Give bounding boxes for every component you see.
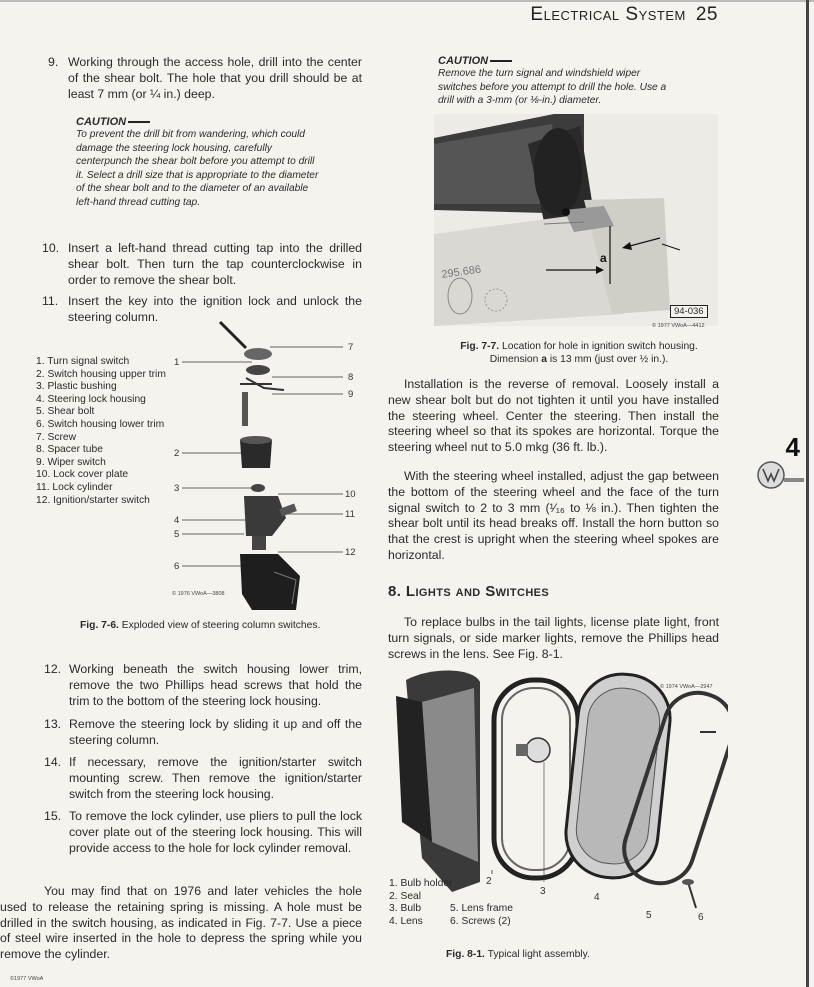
callout-2: 2 [486, 876, 492, 887]
legend-item: 4. Steering lock housing [36, 393, 146, 405]
step-text: Remove the steering lock by sliding it up and off the steering column. [69, 717, 362, 747]
caution-text: To prevent the drill bit from wandering, which could damage the steering lock housing, carefully centerpunch the shear bolt before you attempt to drill it. Select a drill size that is appropriate to the diameter of the shear bolt and to the diameter of an available left-hand thread cutting tap. [76, 129, 319, 208]
caution-heading: CAUTION [76, 116, 322, 128]
legend-item: 9. Wiper switch [36, 456, 106, 468]
legend-item: 2. Switch housing upper trim [36, 368, 166, 380]
footer-copyright: ©1977 VWoA [10, 976, 44, 982]
legend-item: 6. Switch housing lower trim [36, 418, 165, 430]
legend-item: 2. Seal [389, 890, 422, 902]
callout-8: 8 [348, 372, 354, 383]
callout-6: 6 [698, 912, 704, 923]
step-10 [42, 240, 362, 288]
caption-text: Location for hole in ignition switch housing. Dimension [489, 341, 698, 365]
legend-item: 4. Lens [389, 915, 423, 927]
callout-3: 3 [540, 886, 546, 897]
callout-10: 10 [345, 489, 356, 500]
callout-12: 12 [345, 547, 356, 558]
callout-9: 9 [348, 389, 354, 400]
dimension-a-label: a [600, 251, 607, 265]
fig-7-6-copyright: © 1976 VWoA—3808 [172, 591, 225, 597]
legend-item: 3. Plastic bushing [36, 381, 117, 393]
step-13 [44, 716, 362, 748]
step-12 [44, 661, 362, 709]
fig-8-1-caption [446, 948, 590, 961]
caption-label: Fig. 8-1. [446, 949, 485, 960]
caution-box-2 [438, 55, 682, 108]
step-text: Working beneath the switch housing lower trim, remove the two Phillips head screws that hold the trim to the bottom of the steering lock housing. [69, 662, 362, 708]
caption-text: is 13 mm (just over ½ in.). [549, 354, 669, 365]
step-number: 9. [48, 55, 59, 69]
page-header [530, 4, 718, 26]
callout-7: 7 [348, 342, 354, 353]
step-text: Working through the access hole, drill into the center of the shear bolt. The hole that you drill should be at least 7 mm (or ¼ in.) deep. [68, 55, 362, 101]
caution-heading: CAUTION [438, 55, 682, 67]
section-heading: 8. Lights and Switches [388, 583, 550, 600]
callout-5: 5 [174, 529, 180, 540]
housing-stamp: 295.686 [440, 263, 482, 281]
paragraph-missing-hole: You may find that on 1976 and later vehicles the hole used to release the retaining spring is missing. A hole must be drilled in the switch housing, as indicated in Fig. 7-7. Use a piece of steel wire inserted in the hole to depress the spring while you remove the cylinder. [0, 884, 362, 962]
legend-item: 8. Spacer tube [36, 444, 103, 456]
step-text: If necessary, remove the ignition/starter switch mounting screw. Then remove the ignition/starter switch from the steering lock housing. [69, 755, 362, 801]
legend-item: 10. Lock cover plate [36, 469, 129, 481]
step-number: 11. [42, 294, 59, 308]
fig-7-7-photo [434, 114, 718, 326]
callout-4: 4 [594, 892, 600, 903]
paragraph-replace-bulbs: To replace bulbs in the tail lights, license plate light, front turn signals, or side marker lights, remove the Phillips head screws in the lens. See Fig. 8-1. [388, 615, 719, 661]
fig-7-7-id-box: 94-036 [670, 305, 708, 318]
legend-item: 5. Shear bolt [36, 406, 95, 418]
paragraph-installation: Installation is the reverse of removal. Loosely install a new shear bolt but do not tighten it until you have installed the steering wheel. Center the steering. Then install the steering wheel so that its spokes are horizontal. Torque the steering wheel nut to 5.0 mkg (36 ft. lb.). [388, 377, 719, 455]
step-14 [44, 754, 362, 802]
paragraph-adjust-gap: With the steering wheel installed, adjust the gap between the bottom of the steering wheel and the face of the turn signal switch to 2 to 3 mm (¹⁄₁₆ to ⅛ in.). Then tighten the shear bolt until its head breaks off. Install the horn button so that the crest is upright when the steering wheel spokes are horizontal. [388, 469, 719, 562]
caution-box-1 [76, 116, 322, 209]
legend-item: 12. Ignition/starter switch [36, 494, 150, 506]
step-9 [48, 54, 362, 102]
fig-8-1-legend-col2 [450, 903, 513, 928]
step-number: 14. [44, 755, 62, 769]
fig-7-6-drawing [160, 318, 370, 618]
step-number: 13. [44, 717, 62, 731]
step-text: Insert a left-hand thread cutting tap into the drilled shear bolt. Then turn the tap counterclockwise in order to remove the shear bolt. [68, 241, 362, 287]
page-number: 25 [695, 4, 718, 25]
caption-text: Exploded view of steering column switches. [121, 620, 321, 631]
legend-item: 1. Bulb holder [389, 878, 453, 889]
caption-text: Typical light assembly. [487, 949, 590, 960]
callout-3: 3 [174, 483, 180, 494]
legend-item: 1. Turn signal switch [36, 356, 130, 367]
callout-2: 2 [174, 448, 180, 459]
callout-4: 4 [174, 515, 180, 526]
step-text: To remove the lock cylinder, use pliers to pull the lock cover plate out of the steering lock housing. This will provide access to the hole for lock cylinder removal. [69, 809, 362, 855]
step-text: Insert the key into the ignition lock and unlock the steering column. [68, 294, 362, 324]
chapter-title: Electrical System [530, 4, 686, 25]
fig-8-1-copyright: © 1974 VWoA—2947 [660, 684, 713, 690]
fig-7-7-caption [438, 340, 720, 366]
fig-8-1-legend-col1 [389, 878, 453, 928]
step-15 [44, 808, 362, 856]
caution-text: Remove the turn signal and windshield wiper switches before you attempt to drill the hole. Use a drill with a 3-mm (or ⅛-in.) diameter. [438, 68, 667, 106]
step-number: 10. [42, 241, 60, 255]
fig-7-7-copyright: © 1977 VWoA—4412 [652, 323, 705, 329]
fig-7-6-legend [36, 356, 166, 507]
legend-item: 3. Bulb [389, 903, 422, 915]
caption-bold: a [541, 354, 547, 365]
page-top-edge [0, 0, 814, 2]
legend-item: 7. Screw [36, 431, 77, 443]
step-number: 15. [44, 809, 62, 823]
legend-item: 11. Lock cylinder [36, 481, 113, 493]
callout-1: 1 [174, 357, 180, 368]
vw-logo-badge [756, 460, 806, 490]
page-right-edge [806, 0, 809, 987]
step-number: 12. [44, 662, 62, 676]
fig-7-6-caption [80, 619, 320, 632]
callout-6: 6 [174, 561, 180, 572]
caption-label: Fig. 7-6. [80, 620, 119, 631]
legend-item: 5. Lens frame [450, 903, 513, 914]
callout-5: 5 [646, 910, 652, 921]
caption-label: Fig. 7-7. [460, 341, 500, 352]
chapter-tab-number: 4 [785, 432, 800, 462]
legend-item: 6. Screws (2) [450, 915, 511, 927]
callout-11: 11 [345, 509, 355, 520]
